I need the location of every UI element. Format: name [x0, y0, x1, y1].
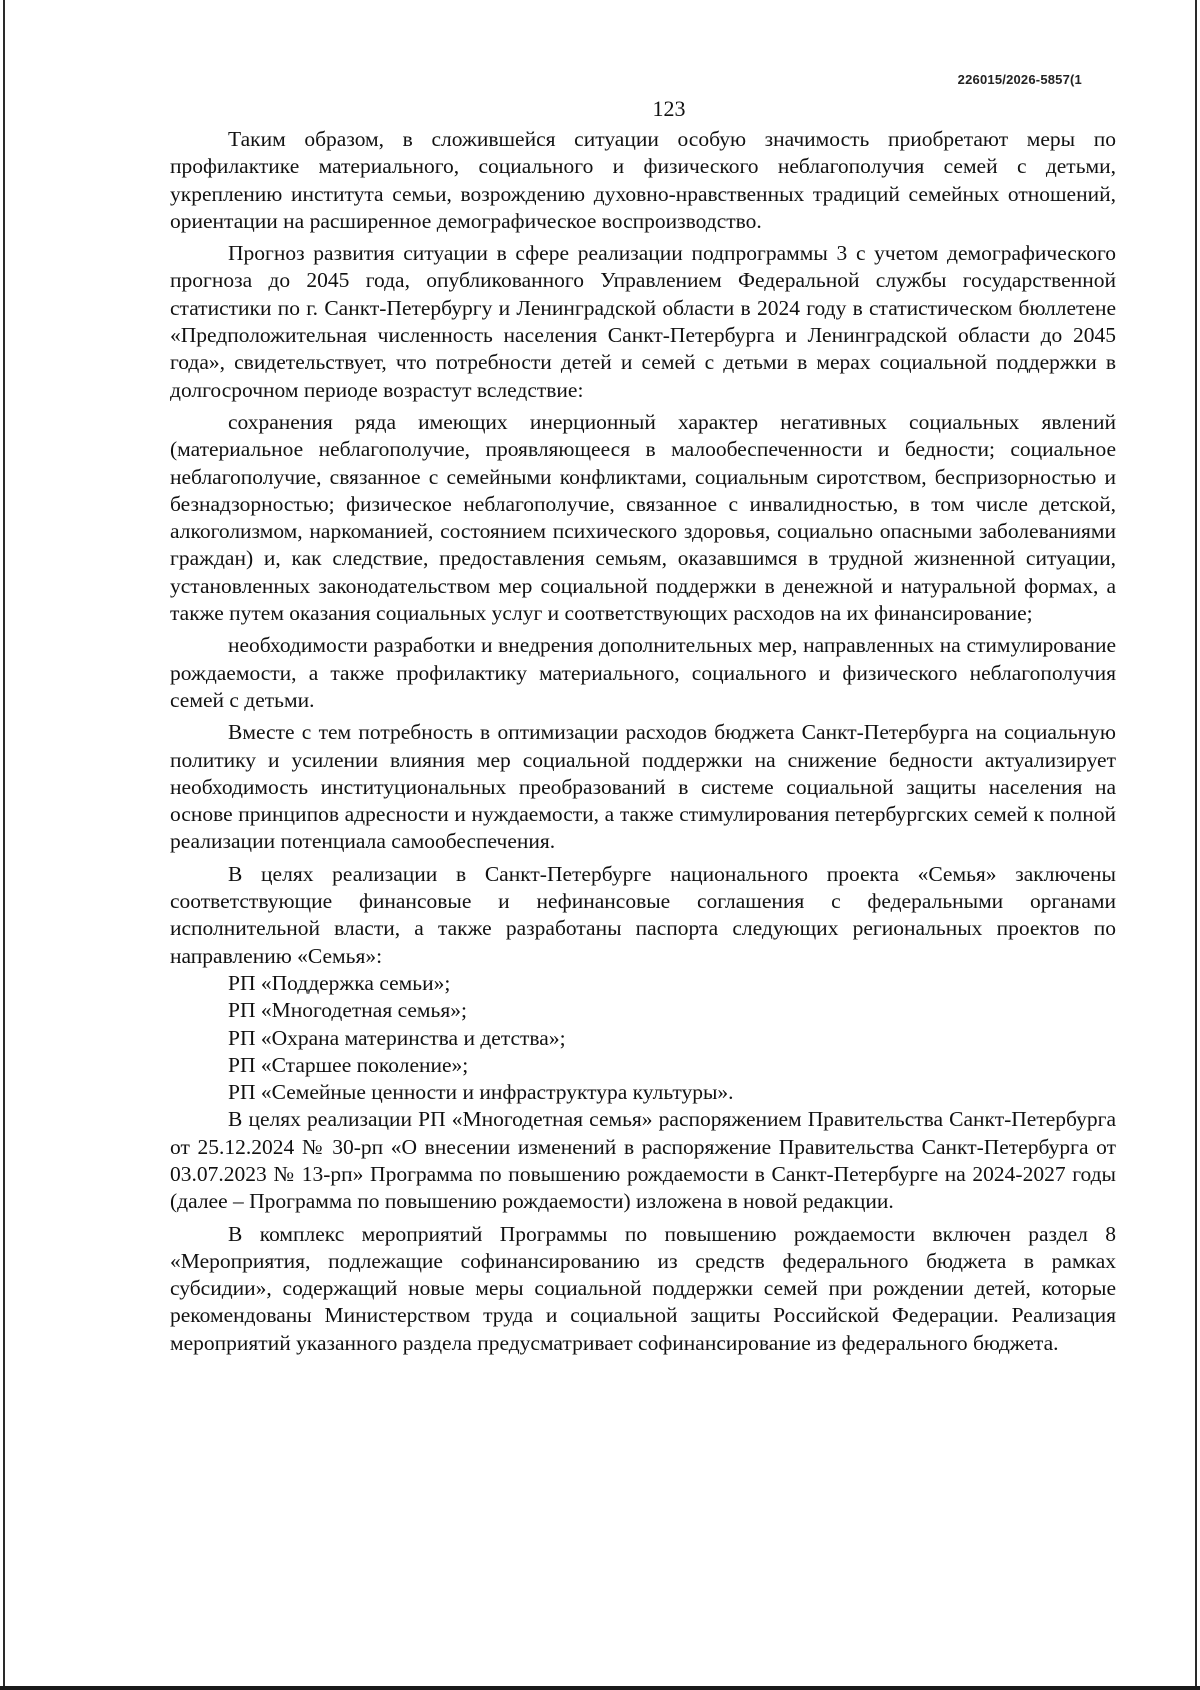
paragraph-cofinancing: В комплекс мероприятий Программы по повышению рождаемости включен раздел 8 «Мероприятия, подлежащие софинансированию из средств федерального бюджета в рамках субсидии», содержащий новые меры социальной поддержки семей при рождении детей, которые рекомендованы Министерством труда и социальной защиты Российской Федерации. Реализация мероприятий указанного раздела предусматривает софинансирование из федерального бюджета. [170, 1221, 1116, 1355]
document-body [170, 126, 1116, 1357]
list-item: РП «Семейные ценности и инфраструктура культуры». [228, 1080, 734, 1105]
paragraph-national-project: В целях реализации в Санкт-Петербурге национального проекта «Семья» заключены соответствующие финансовые и нефинансовые соглашения с федеральными органами исполнительной власти, а также разработаны паспорта следующих региональных проектов по направлению «Семья»: [170, 861, 1116, 968]
scan-border-right [1195, 0, 1197, 1690]
document-registration-number: 226015/2026-5857(1 [957, 72, 1082, 87]
scan-border-left [3, 0, 5, 1690]
paragraph-negative-phenomena: сохранения ряда имеющих инерционный характер негативных социальных явлений (материальное неблагополучие, проявляющееся в малообеспеченности и бедности; социальное неблагополучие, связанное с семейными конфликтами, социальным сиротством, беспризорностью и безнадзорностью; физическое неблагополучие, связанное с инвалидностью, в том числе детской, алкоголизмом, наркоманией, состоянием психического здоровья, социально опасными заболеваниями граждан) и, как следствие, предоставления семьям, оказавшимся в трудной жизненной ситуации, установленных законодательством мер социальной поддержки в денежной и натуральной формах, а также путем оказания социальных услуг и соответствующих расходов на их финансирование; [170, 409, 1116, 626]
paragraph-forecast: Прогноз развития ситуации в сфере реализации подпрограммы 3 с учетом демографического прогноза до 2045 года, опубликованного Управлением Федеральной службы государственной статистики по г. Санкт-Петербургу и Ленинградской области в 2024 году в статистическом бюллетене «Предположительная численность населения Санкт-Петербурга и Ленинградской области до 2045 года», свидетельствует, что потребности детей и семей с детьми в мерах социальной поддержки в долгосрочном периоде возрастут вследствие: [170, 241, 1116, 402]
page-number: 123 [652, 96, 686, 121]
paragraph-birth-rate-program: В целях реализации РП «Многодетная семья» распоряжением Правительства Санкт-Петербурга от 25.12.2024 № 30-рп «О внесении изменений в распоряжение Правительства Санкт-Петербурга от 03.07.2023 № 13-рп» Программа по повышению рождаемости в Санкт-Петербурге на 2024-2027 годы (далее – Программа по повышению рождаемости) изложена в новой редакции. [170, 1107, 1116, 1214]
list-item: РП «Многодетная семья»; [228, 998, 467, 1023]
list-item: РП «Старшее поколение»; [228, 1052, 469, 1077]
paragraph-conclusion: Таким образом, в сложившейся ситуации особую значимость приобретают меры по профилактике материального, социального и физического неблагополучия семей с детьми, укреплению института семьи, возрождению духовно-нравственных традиций семейных отношений, ориентации на расширенное демографическое воспроизводство. [170, 127, 1116, 233]
list-item: РП «Поддержка семьи»; [228, 970, 451, 995]
list-item: РП «Охрана материнства и детства»; [228, 1025, 566, 1050]
paragraph-budget-optimization: Вместе с тем потребность в оптимизации расходов бюджета Санкт-Петербурга на социальную политику и усилении влияния мер социальной поддержки на снижение бедности актуализирует необходимость институциональных преобразований в системе социальной защиты населения на основе принципов адресности и нуждаемости, а также стимулирования петербургских семей к полной реализации потенциала самообеспечения. [170, 720, 1116, 854]
scan-border-bottom [0, 1686, 1200, 1690]
regional-projects-list [170, 970, 1116, 1106]
paragraph-additional-measures: необходимости разработки и внедрения дополнительных мер, направленных на стимулирование рождаемости, а также профилактику материального, социального и физического неблагополучия семей с детьми. [170, 633, 1116, 712]
